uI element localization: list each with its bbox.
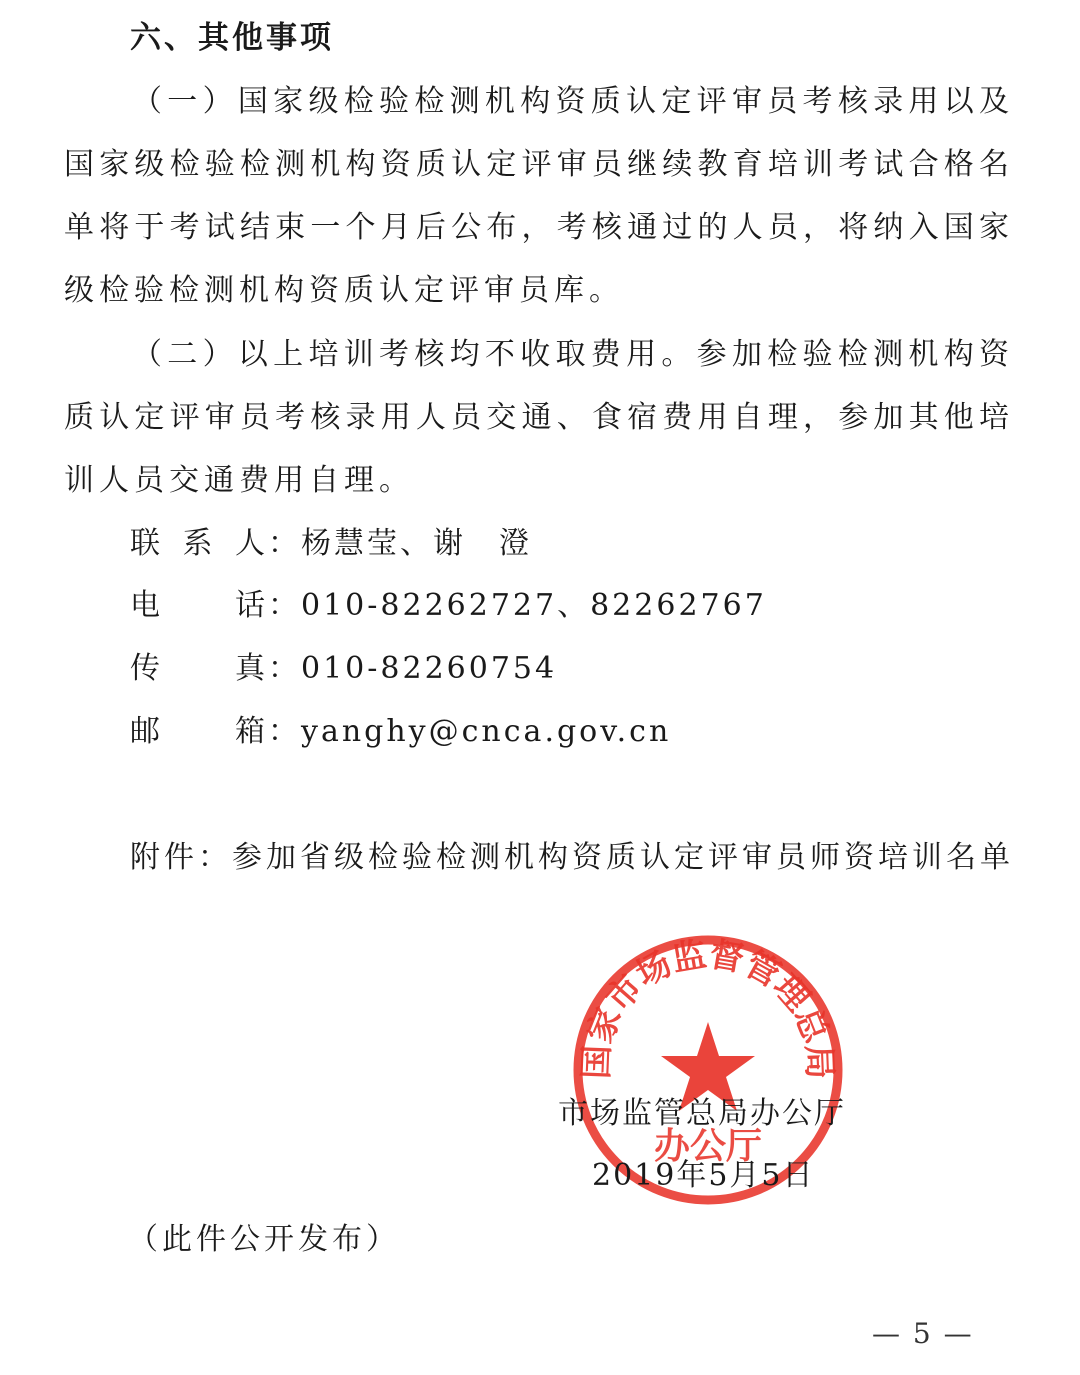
paragraph-2: （二）以上培训考核均不收取费用。参加检验检测机构资质认定评审员考核录用人员交通、食宿费用自理，参加其他培训人员交通费用自理。 bbox=[64, 337, 1014, 498]
issuer-name: 市场监管总局办公厅 bbox=[558, 1096, 846, 1131]
contact-phone-colon: ： bbox=[268, 588, 301, 623]
contact-phone-label: 电话 bbox=[130, 588, 268, 623]
contact-person-label: 联系人 bbox=[130, 526, 268, 561]
contact-fax bbox=[130, 645, 557, 693]
paragraph-1: （一）国家级检验检测机构资质认定评审员考核录用以及国家级检验检测机构资质认定评审员继续教育培训考试合格名单将于考试结束一个月后公布，考核通过的人员，将纳入国家级检验检测机构资质认定评审员库。 bbox=[64, 84, 1014, 308]
contact-person bbox=[130, 520, 532, 568]
contact-phone-value: 010-82262727、82262767 bbox=[301, 588, 767, 623]
contact-email-value: yanghy@cnca.gov.cn bbox=[301, 714, 672, 749]
contact-email-label: 邮箱 bbox=[130, 714, 268, 749]
contact-email bbox=[130, 708, 671, 756]
page-number: — 5 — bbox=[872, 1317, 974, 1350]
seal-arc-text: 国家市场监督管理总局 bbox=[576, 934, 840, 1080]
contact-fax-value: 010-82260754 bbox=[301, 651, 558, 686]
contact-email-colon: ： bbox=[268, 714, 301, 749]
public-release-note: （此件公开发布） bbox=[128, 1222, 400, 1257]
section-heading: 六、其他事项 bbox=[130, 20, 334, 56]
contact-person-value: 杨慧莹、谢 澄 bbox=[301, 526, 532, 561]
attachment-line: 附件：参加省级检验检测机构资质认定评审员师资培训名单 bbox=[130, 840, 1014, 875]
contact-fax-colon: ： bbox=[268, 651, 301, 686]
contact-fax-label: 传真 bbox=[130, 651, 268, 686]
contact-phone bbox=[130, 582, 767, 630]
contact-person-colon: ： bbox=[268, 526, 301, 561]
issue-date: 2019年5月5日 bbox=[592, 1158, 815, 1193]
seal-bottom-text: 办公厅 bbox=[653, 1126, 763, 1167]
